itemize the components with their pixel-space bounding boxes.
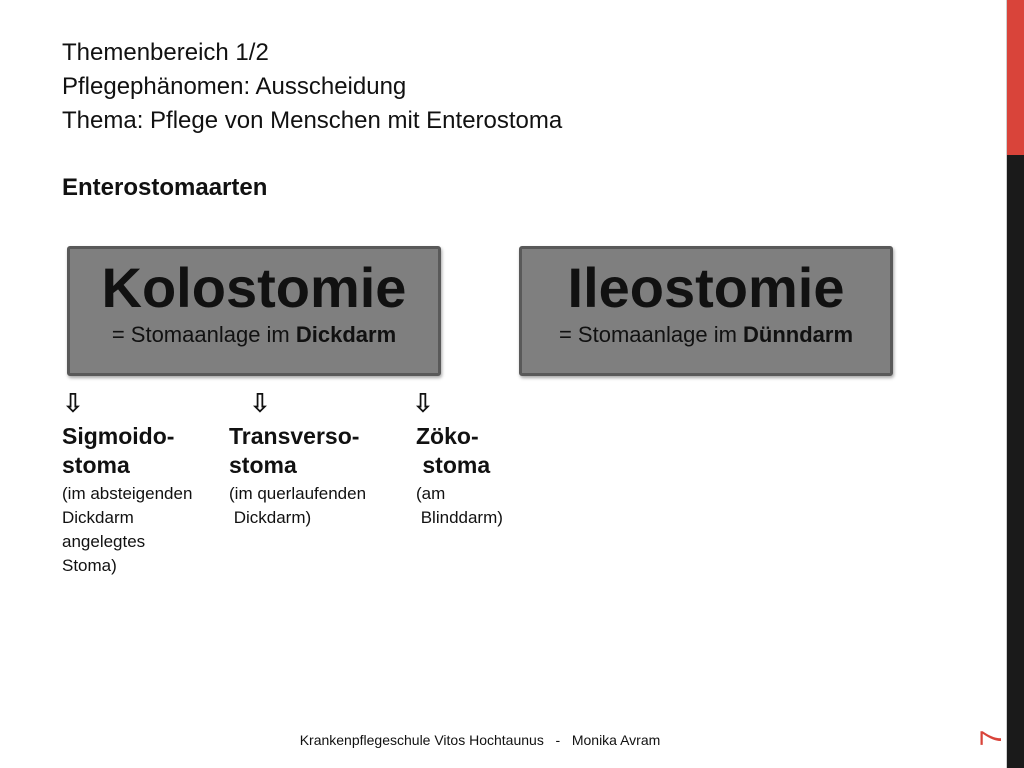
ileostomie-box <box>519 246 893 376</box>
kolostomie-box <box>67 246 441 376</box>
sigmoidostoma-description: (im absteigenden Dickdarm angelegtes Stoma) <box>62 484 193 575</box>
header-care-phenomenon: Pflegephänomen: Ausscheidung <box>62 73 407 100</box>
kolostomie-subtitle-prefix: = Stomaanlage im <box>111 322 296 347</box>
down-arrow-icon: ⇩ <box>249 388 271 418</box>
down-arrow-icon: ⇩ <box>412 388 434 418</box>
sigmoidostoma-column <box>62 422 192 578</box>
kolostomie-subtitle-bold: Dickdarm <box>295 322 397 347</box>
section-heading: Enterostomaarten <box>62 174 268 201</box>
page-number: 7 <box>975 729 1008 747</box>
edge-accent-red <box>1007 0 1024 155</box>
ileostomie-subtitle-bold: Dünndarm <box>743 322 854 347</box>
transversostoma-description: (im querlaufenden Dickdarm) <box>229 484 367 527</box>
ileostomie-subtitle <box>522 321 890 349</box>
edge-accent-black <box>1007 155 1024 768</box>
kolostomie-subtitle <box>70 321 438 349</box>
transversostoma-title-line2: stoma <box>229 452 297 478</box>
header-theme: Thema: Pflege von Menschen mit Enterostoma <box>62 107 563 134</box>
zoekostoma-column <box>416 422 503 530</box>
sigmoidostoma-title-line2: stoma <box>62 452 130 478</box>
zoekostoma-title-line2: stoma <box>416 452 491 478</box>
down-arrow-icon: ⇩ <box>62 388 84 418</box>
slide-header <box>62 36 562 138</box>
kolostomie-title: Kolostomie <box>101 256 407 319</box>
zoekostoma-title-line1: Zöko- <box>416 423 479 449</box>
transversostoma-title-line1: Transverso- <box>229 423 360 449</box>
header-topic-area: Themenbereich 1/2 <box>62 39 269 66</box>
ileostomie-title: Ileostomie <box>567 256 845 319</box>
sigmoidostoma-title-line1: Sigmoido- <box>62 423 175 449</box>
zoekostoma-description: (am Blinddarm) <box>416 484 503 527</box>
transversostoma-column <box>229 422 366 530</box>
ileostomie-subtitle-prefix: = Stomaanlage im <box>558 322 744 347</box>
slide-footer: Krankenpflegeschule Vitos Hochtaunus - Monika Avram <box>299 732 661 748</box>
